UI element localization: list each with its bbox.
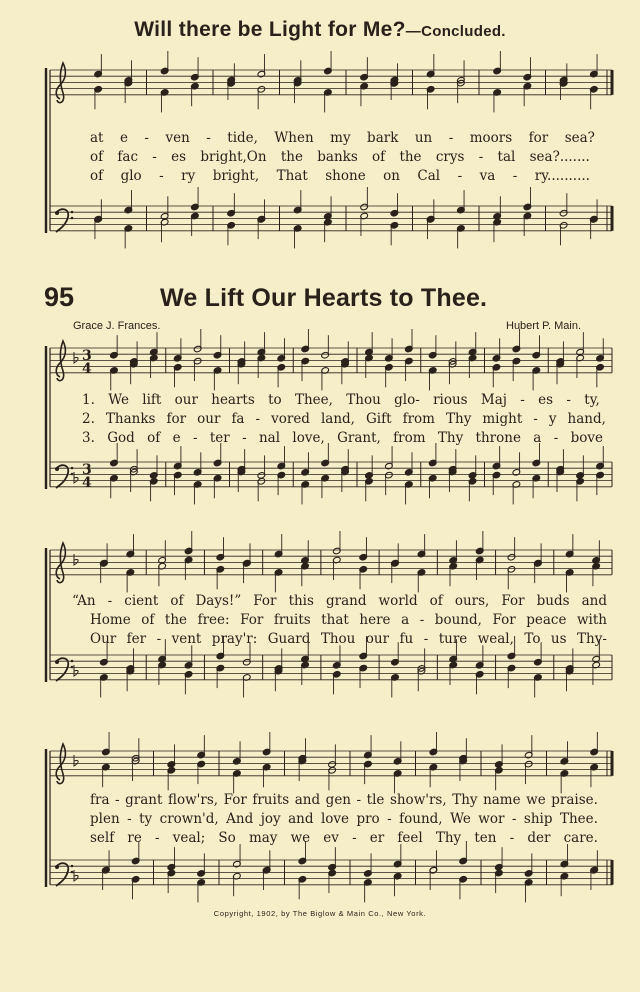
lyric-syllable: a	[533, 430, 542, 446]
lyric-syllable: fu	[399, 631, 414, 647]
flat-sign-icon	[74, 472, 78, 483]
lyric-syllable: tle	[366, 792, 385, 808]
lyric-syllable: feel	[397, 830, 423, 846]
lyric-syllable: -	[533, 411, 538, 427]
lyric-syllable: -	[356, 792, 362, 808]
lyric-syllable: of	[147, 430, 161, 446]
continued-lyric-line-3	[90, 168, 590, 184]
lyric-syllable: -	[156, 631, 162, 647]
lyric-syllable: For	[492, 612, 516, 628]
lyric-syllable: flow'rs,	[167, 792, 219, 808]
lyric-syllable: free:	[197, 612, 230, 628]
lyric-syllable: e	[172, 430, 181, 446]
lyric-syllable: fruits	[252, 792, 290, 808]
bass-clef-dot	[71, 871, 74, 874]
time-signature-icon: 3	[82, 348, 92, 364]
bass-clef-dot	[55, 660, 59, 664]
system3-verse1	[90, 792, 598, 808]
lyric-syllable: with	[576, 612, 607, 628]
composer: Hubert P. Main.	[506, 320, 582, 332]
lyric-syllable: pro	[356, 811, 380, 827]
continued-hymn-title-text: Will there be Light for Me?	[134, 18, 406, 41]
lyric-syllable: of	[90, 149, 104, 165]
lyric-syllable: bound,	[434, 612, 482, 628]
lyric-syllable: gen	[325, 792, 351, 808]
lyric-syllable: ship	[523, 811, 553, 827]
lyric-syllable: Cal	[417, 168, 441, 184]
lyric-syllable: ven	[165, 130, 190, 146]
lyric-syllable: So	[218, 830, 236, 846]
lyric-syllable: -	[478, 149, 484, 165]
lyric-syllable: For	[501, 593, 525, 609]
lyric-syllable: er	[369, 830, 385, 846]
lyric-syllable: Home	[90, 612, 131, 628]
bass-clef-dot	[71, 865, 74, 868]
lyric-syllable: we	[290, 830, 311, 846]
lyric-syllable: cient	[124, 593, 159, 609]
lyric-syllable: Thanks	[105, 411, 156, 427]
lyric-syllable: grant	[125, 792, 163, 808]
lyric-syllable: for	[166, 411, 187, 427]
lyric-syllable: Our	[90, 631, 117, 647]
lyric-syllable: sea?.......	[529, 149, 590, 165]
system3-verse3	[90, 830, 598, 846]
lyric-syllable: ev	[323, 830, 339, 846]
lyric-syllable: -	[520, 392, 525, 408]
lyric-syllable: -	[206, 130, 211, 146]
lyric-syllable: hand,	[567, 411, 606, 427]
lyric-syllable: We	[450, 811, 471, 827]
lyric-syllable: vent	[171, 631, 202, 647]
lyric-syllable: from	[402, 411, 435, 427]
lyric-syllable: bright,	[212, 168, 260, 184]
lyric-syllable: for	[528, 130, 549, 146]
treble-clef-icon	[56, 63, 65, 103]
treble-clef-icon	[56, 341, 65, 381]
lyric-syllable: and	[581, 593, 607, 609]
lyric-syllable: der	[527, 830, 551, 846]
lyric-syllable: 3.	[82, 430, 95, 446]
lyric-syllable: and	[288, 811, 314, 827]
lyric-syllable: from	[393, 430, 426, 446]
lyric-syllable: the	[280, 149, 303, 165]
lyric-syllable: at	[90, 130, 104, 146]
lyric-syllable: -	[566, 392, 571, 408]
lyric-syllable: -	[255, 411, 261, 427]
lyric-syllable: ours,	[454, 593, 490, 609]
lyric-syllable: -	[423, 631, 429, 647]
lyric-syllable: banks	[317, 149, 358, 165]
time-signature-icon: 4	[82, 361, 92, 377]
lyric-syllable: We	[108, 392, 129, 408]
treble-clef-icon	[56, 543, 65, 583]
lyric-syllable: For	[240, 612, 264, 628]
lyric-syllable: va	[479, 168, 496, 184]
treble-clef-icon	[56, 744, 65, 784]
lyric-syllable: ter	[209, 430, 230, 446]
lyric-syllable: found,	[399, 811, 443, 827]
flat-sign-icon	[74, 352, 78, 363]
lyric-syllable: joy	[260, 811, 281, 827]
lyric-syllable: name	[483, 792, 521, 808]
lyric-syllable: fer	[126, 631, 147, 647]
lyric-syllable: -	[387, 811, 392, 827]
system2-verse1	[72, 593, 607, 609]
lyric-syllable: un	[414, 130, 433, 146]
lyric-syllable: the	[399, 149, 422, 165]
lyric-syllable: ture	[438, 631, 468, 647]
bass-clef-dot	[71, 473, 74, 476]
bass-clef-dot	[71, 467, 74, 470]
lyric-syllable: Thou	[320, 631, 356, 647]
lyric-syllable: our	[174, 392, 198, 408]
lyric-syllable: throne	[475, 430, 521, 446]
lyric-syllable: care.	[563, 830, 598, 846]
lyric-syllable: glo	[120, 168, 142, 184]
lyric-syllable: Maj	[480, 392, 507, 408]
lyric-syllable: For	[223, 792, 247, 808]
lyric-syllable: on	[383, 168, 400, 184]
lyric-syllable: e	[119, 130, 128, 146]
lyric-syllable: For	[253, 593, 277, 609]
lyric-syllable: crown'd,	[159, 811, 219, 827]
lyric-syllable: That	[276, 168, 308, 184]
lyric-syllable: bark	[367, 130, 399, 146]
lyric-syllable: 1.	[82, 392, 95, 408]
lyric-syllable: ry	[181, 168, 196, 184]
lyric-syllable: sea?	[564, 130, 595, 146]
lyric-syllable: pray'r:	[211, 631, 258, 647]
lyric-syllable: Thee,	[294, 392, 333, 408]
system1-verse1	[82, 392, 600, 408]
lyric-syllable: the	[164, 612, 188, 628]
lyric-syllable: Grant,	[337, 430, 381, 446]
lyric-syllable: land,	[320, 411, 355, 427]
lyric-syllable: -	[115, 792, 120, 808]
lyric-syllable: fac	[117, 149, 139, 165]
bass-clef-dot	[71, 217, 74, 220]
lyric-syllable: 2.	[82, 411, 95, 427]
lyric-syllable: buds	[536, 593, 570, 609]
lyric-syllable: of	[90, 168, 104, 184]
lyric-syllable: to	[268, 392, 282, 408]
lyric-syllable: -	[457, 168, 463, 184]
lyric-syllable: re	[127, 830, 142, 846]
lyric-syllable: self	[90, 830, 115, 846]
lyric-syllable: us	[550, 631, 567, 647]
lyric-syllable: -	[509, 830, 515, 846]
lyric-syllable: es	[171, 149, 187, 165]
lyric-syllable: -	[159, 168, 164, 184]
lyric-syllable: and	[294, 792, 321, 808]
lyric-syllable: fruits	[273, 612, 311, 628]
flat-sign-icon	[74, 755, 78, 766]
lyric-syllable: show'rs,	[389, 792, 447, 808]
lyric-syllable: our	[197, 411, 221, 427]
flat-sign-icon	[74, 665, 78, 676]
lyric-syllable: fra	[90, 792, 110, 808]
lyric-syllable: a	[401, 612, 410, 628]
lyric-syllable: glo-	[394, 392, 420, 408]
bass-clef-dot	[55, 467, 59, 471]
lyric-syllable: praise.	[551, 792, 598, 808]
lyric-syllable: my	[330, 130, 351, 146]
lyric-syllable: wor	[478, 811, 505, 827]
lyric-syllable: here	[359, 612, 391, 628]
lyric-syllable: may	[248, 830, 278, 846]
lyric-syllable: veal;	[172, 830, 206, 846]
lyric-syllable: Gift	[366, 411, 392, 427]
hymn-title: We Lift Our Hearts to Thee.	[160, 284, 488, 312]
lyric-syllable: Thy	[452, 792, 478, 808]
system1-verse3	[82, 430, 603, 446]
lyric-syllable: Guard	[267, 631, 311, 647]
lyric-syllable: Thy	[437, 430, 464, 446]
lyric-syllable: When	[274, 130, 314, 146]
bass-clef-dot	[71, 211, 74, 214]
lyric-syllable: tide,	[227, 130, 258, 146]
time-signature-icon: 3	[82, 462, 92, 478]
lyric-syllable: tal	[497, 149, 516, 165]
lyric-syllable: Thou	[346, 392, 381, 408]
lyric-syllable: God	[107, 430, 135, 446]
lyric-syllable: -	[352, 830, 357, 846]
lyric-syllable: world	[378, 593, 418, 609]
lyric-syllable: peace	[526, 612, 567, 628]
lyric-syllable: es	[538, 392, 554, 408]
lyric-syllable: “An	[72, 593, 96, 609]
lyric-syllable: fa	[231, 411, 245, 427]
lyric-syllable: -	[512, 168, 518, 184]
author: Grace J. Frances.	[73, 320, 161, 332]
lyric-syllable: nal	[258, 430, 281, 446]
lyric-syllable: of	[141, 612, 155, 628]
lyric-syllable: ty,	[584, 392, 600, 408]
lyric-syllable: To	[524, 631, 541, 647]
lyric-syllable: hearts	[211, 392, 255, 408]
lyric-syllable: -	[144, 130, 149, 146]
lyric-syllable: And	[226, 811, 254, 827]
continued-lyric-line-1	[90, 130, 595, 146]
lyric-syllable: ten	[474, 830, 497, 846]
lyric-syllable: -	[107, 593, 113, 609]
bass-clef-dot	[71, 660, 74, 663]
lyric-syllable: of	[429, 593, 443, 609]
continued-lyric-line-2	[90, 149, 590, 165]
lyric-syllable: might	[482, 411, 523, 427]
lyric-syllable: y	[548, 411, 557, 427]
lyric-syllable: vored	[271, 411, 310, 427]
lyric-syllable: rious	[433, 392, 468, 408]
lyric-syllable: bove	[570, 430, 603, 446]
lyric-syllable: our	[365, 631, 390, 647]
lyric-syllable: Thee.	[559, 811, 598, 827]
lyric-syllable: ry..........	[534, 168, 590, 184]
lyric-syllable: lift	[142, 392, 162, 408]
lyric-syllable: crys	[435, 149, 465, 165]
flat-sign-icon	[74, 870, 78, 881]
time-signature-icon: 4	[82, 475, 92, 491]
lyric-syllable: ty	[139, 811, 153, 827]
lyric-syllable: love	[320, 811, 349, 827]
lyric-syllable: weal,	[477, 631, 514, 647]
bass-clef-dot	[55, 865, 59, 869]
flat-sign-icon	[74, 554, 78, 565]
bass-clef-dot	[71, 666, 74, 669]
lyric-syllable: -	[192, 430, 198, 446]
lyric-syllable: Thy	[435, 830, 462, 846]
lyric-syllable: -	[419, 612, 425, 628]
lyric-syllable: Thy	[446, 411, 472, 427]
lyric-syllable: this	[288, 593, 314, 609]
lyric-syllable: -	[152, 149, 157, 165]
lyric-syllable: grand	[325, 593, 367, 609]
system3-verse2	[90, 811, 598, 827]
system1-verse2	[82, 411, 606, 427]
lyric-syllable: of	[372, 149, 386, 165]
lyric-syllable: of	[170, 593, 184, 609]
lyric-syllable: Thy-	[577, 631, 607, 647]
lyric-syllable: -	[553, 430, 559, 446]
lyric-syllable: shone	[325, 168, 366, 184]
lyric-syllable: moors	[469, 130, 513, 146]
copyright-notice: Copyright, 1902, by The Biglow & Main Co., New York.	[213, 909, 427, 918]
lyric-syllable: that	[321, 612, 349, 628]
bass-clef-dot	[55, 211, 59, 215]
lyric-syllable: -	[155, 830, 160, 846]
system2-verse2	[90, 612, 607, 628]
lyric-syllable: love,	[292, 430, 325, 446]
lyric-syllable: -	[127, 811, 132, 827]
lyric-syllable: bright,On	[200, 149, 267, 165]
lyric-syllable: plen	[90, 811, 120, 827]
lyric-syllable: Days!”	[195, 593, 242, 609]
system2-verse3	[90, 631, 607, 647]
hymn-number: 95	[44, 282, 75, 312]
lyric-syllable: -	[242, 430, 247, 446]
continued-hymn-subtitle: —Concluded.	[405, 23, 506, 40]
lyric-syllable: we	[526, 792, 546, 808]
lyric-syllable: -	[448, 130, 454, 146]
lyric-syllable: -	[511, 811, 517, 827]
